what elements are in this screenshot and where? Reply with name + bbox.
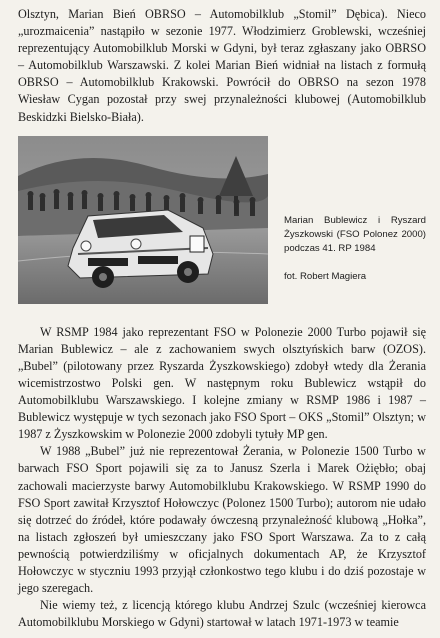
photo-illustration (18, 136, 268, 304)
figure (18, 136, 426, 312)
figure-caption: Marian Bublewicz i Ryszard Żyszkowski (FSO Polonez 2000) podczas 41. RP 1984 (284, 214, 426, 254)
rally-car-photo (18, 136, 268, 304)
paragraph-3: W 1988 „Bubel” już nie reprezentował Żerania, w Polonezie 1500 Turbo w barwach FSO Sport pojawili się za to Janusz Szerla i Marek Ożiębło; obaj zachowali macierzyste barwy Automobilklubu Krakowskiego. W RSMP 1990 do FSO Sport zawitał Krzysztof Hołowczyc (Polonez 1500 Turbo); autorom nie udało się dotrzeć do źródeł, które podawały ówczesną przynależność klubową „Hołka”, na listach zgłoszeń był umieszczany jako FSO Sport Warszawa. Za to z całą pewnością potwierdziliśmy w oficjalnych dokumentach AP, że Krzysztof Hołowczyc w styczniu 1993 przyjął członkostwo tego klubu i do dziś pozostaje w jego szeregach. (18, 444, 426, 596)
paragraph-4: Nie wiemy też, z licencją którego klubu Andrzej Szulc (wcześniej kierowca Automobilklubu Morskiego w Gdyni) startował w latach 1971-1973 w teamie (18, 598, 426, 630)
paragraph-2: W RSMP 1984 jako reprezentant FSO w Polonezie 2000 Turbo pojawił się Marian Bublewicz – ale z zachowaniem swych olsztyńskich barw (OZOS). „Bubel” (pilotowany przez Ryszarda Żyszkowskiego) zdobył wtedy dla Żerania wicemistrzostwo Polski gen. W następnym roku Bublewicz wstąpił do Automobilklubu Warszawskiego. I kolejne zmiany w RSMP 1986 i 1987 – Bublewicz występuje w tych sezonach jako FSO Sport – OKS „Stomil” Olsztyn; w 1987 z Żyszkowskim w Polonezie 2000 zdobyli tytuły MP gen. (18, 324, 426, 442)
photo-credit: fot. Robert Magiera (284, 270, 367, 282)
paragraph-1: Olsztyn, Marian Bień OBRSO – Automobilklub „Stomil” Dębica). Nieco „urozmaicenia” nastąpiło w sezonie 1977. Włodzimierz Groblewski, wcześniej reprezentujący Automobilklub Morski w Gdyni, był teraz zgłaszany jako OBRSO – Automobilklub Warszawski. Z kolei Marian Bień widniał na listach z formułą OBRSO – Automobilklub Krakowski. Powrócił do OBRSO na sezon 1978 Wiesław Cygan pozostał przy swej przynależności klubowej (Automobilklub Beskidzki Bielsko-Biała). (18, 7, 426, 124)
caption-box (268, 136, 426, 312)
